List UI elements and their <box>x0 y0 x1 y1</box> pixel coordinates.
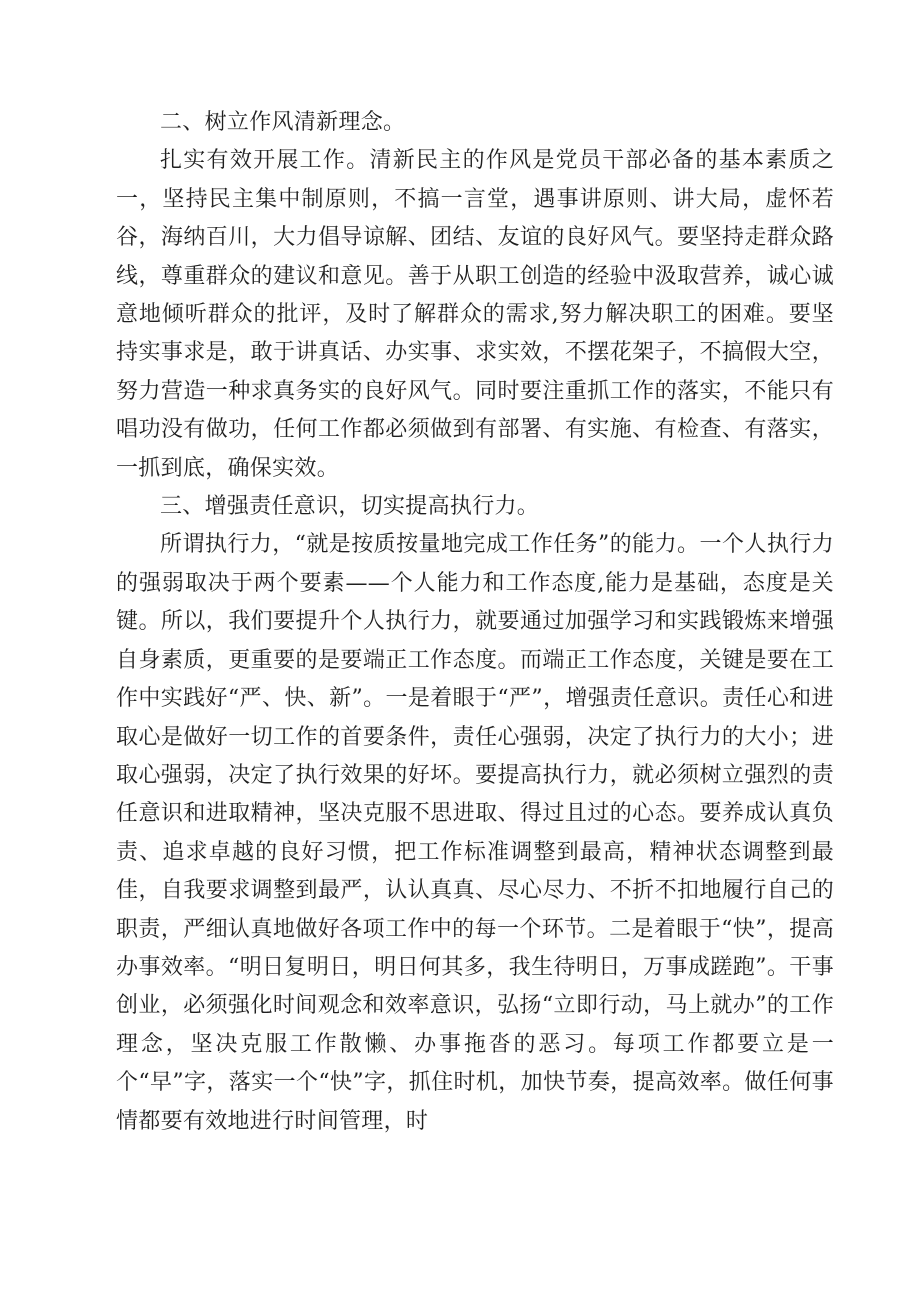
body-paragraph-1: 扎实有效开展工作。清新民主的作风是党员干部必备的基本素质之一，坚持民主集中制原则，不搞一言堂，遇事讲原则、讲大局，虚怀若谷，海纳百川，大力倡导谅解、团结、友谊的良好风气。要坚持走群众路线，尊重群众的建议和意见。善于从职工创造的经验中汲取营养，诚心诚意地倾听群众的批评，及时了解群众的需求,努力解决职工的困难。要坚持实事求是，敢于讲真话、办实事、求实效，不摆花架子，不搞假大空，努力营造一种求真务实的良好风气。同时要注重抓工作的落实，不能只有唱功没有做功，任何工作都必须做到有部署、有实施、有检查、有落实，一抓到底，确保实效。 <box>116 148 834 481</box>
document-body <box>116 104 834 1141</box>
section-heading-3: 三、增强责任意识，切实提高执行力。 <box>160 494 540 520</box>
body-paragraph-2: 所谓执行力，“就是按质按量地完成工作任务”的能力。一个人执行力的强弱取决于两个要素——个人能力和工作态度,能力是基础，态度是关键。所以，我们要提升个人执行力，就要通过加强学习和实践锻炼来增强自身素质，更重要的是要端正工作态度。而端正工作态度，关键是要在工作中实践好“严、快、新”。一是着眼于“严”，增强责任意识。责任心和进取心是做好一切工作的首要条件，责任心强弱，决定了执行力的大小；进取心强弱，决定了执行效果的好坏。要提高执行力，就必须树立强烈的责任意识和进取精神，坚决克服不思进取、得过且过的心态。要养成认真负责、追求卓越的良好习惯，把工作标准调整到最高，精神状态调整到最佳，自我要求调整到最严，认认真真、尽心尽力、不折不扣地履行自己的职责，严细认真地做好各项工作中的每一个环节。二是着眼于“快”，提高办事效率。“明日复明日，明日何其多，我生待明日，万事成蹉跑”。干事创业，必须强化时间观念和效率意识，弘扬“立即行动，马上就办”的工作理念，坚决克服工作散懒、办事拖沓的恶习。每项工作都要立是一个“早”字，落实一个“快”字，抓住时机，加快节奏，提高效率。做任何事情都要有效地进行时间管理，时 <box>116 532 834 1134</box>
section-heading-2: 二、树立作风清新理念。 <box>160 110 406 135</box>
